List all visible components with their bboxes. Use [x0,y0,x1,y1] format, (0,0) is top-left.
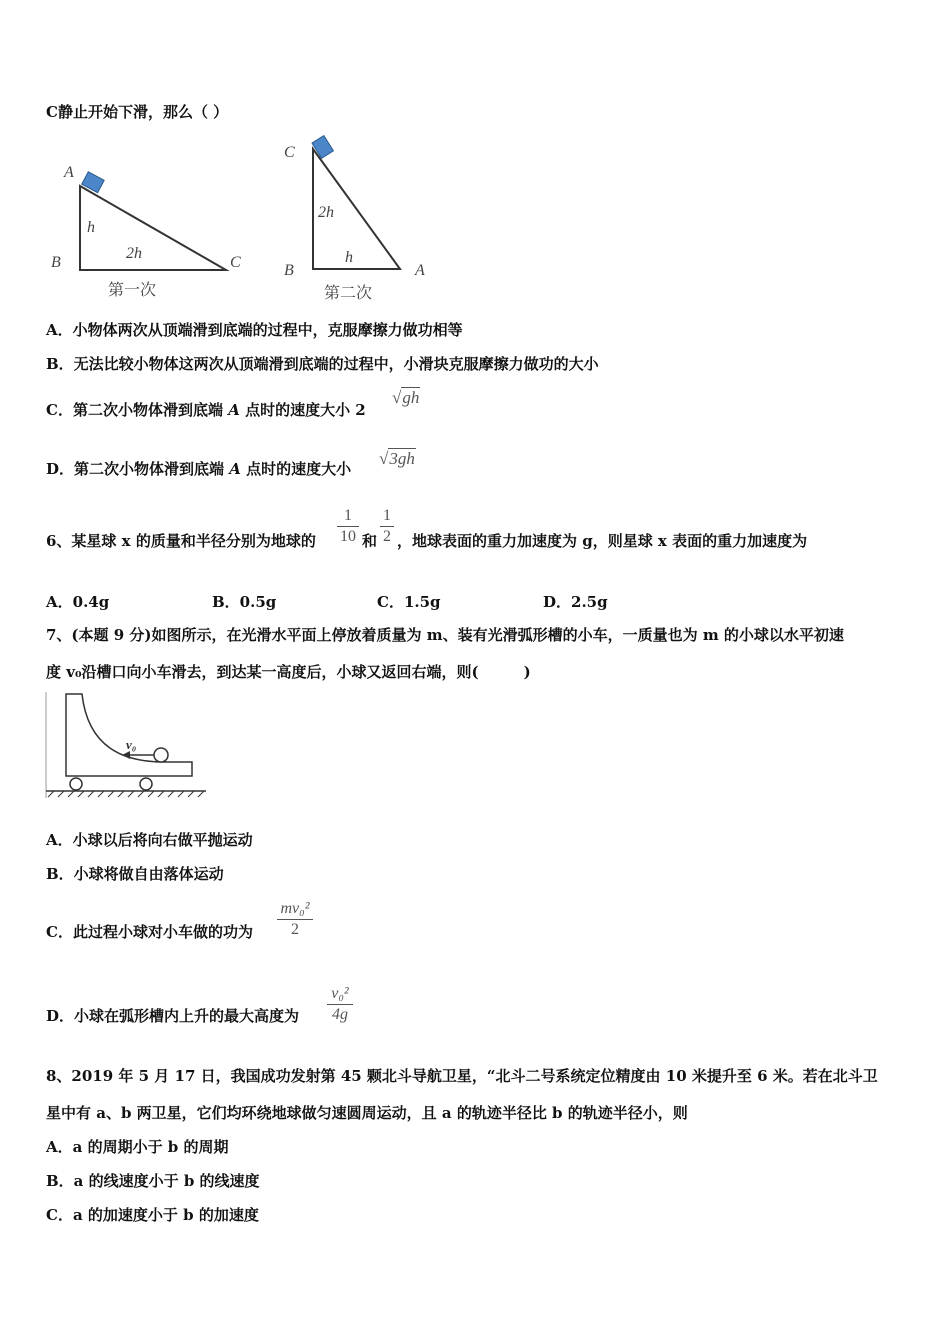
fig2-label-a: A [415,262,425,279]
q6-stem [46,531,316,551]
q5-option-c-var: A [228,401,240,419]
q7-option-d: D．小球在弧形槽内上升的最大高度为 [46,1007,300,1025]
q7-option-c-fraction [277,900,313,939]
q7-option-d-fraction [327,985,353,1024]
q8-option-b: B．a 的线速度小于 b 的线速度 [46,1172,260,1190]
fig2-caption: 第二次 [324,285,373,302]
q7-option-c-fraction-den: 2 [291,921,299,938]
q7-option-d-fraction-num: v₀² [331,985,349,1002]
fig1-label-b: B [51,254,61,271]
q6-stem-suffix: ，地球表面的重力加速度为 g，则星球 x 表面的重力加速度为 [397,532,808,550]
q5-option-c [46,400,366,420]
q5-option-d [46,459,351,479]
q8-stem-line2: 星中有 a、b 两卫星，它们均环绕地球做匀速圆周运动，且 a 的轨迹半径比 b 的轨迹半径小，则 [46,1104,688,1122]
q6-fraction-2-num: 1 [383,507,391,524]
q5-option-c-radicand: gh [402,388,420,407]
fig1-label-a: A [64,164,74,181]
q5-option-b: B．无法比较小物体这两次从顶端滑到底端的过程中，小滑块克服摩擦力做功的大小 [46,355,599,373]
q6-fraction-2 [380,507,394,546]
q7-stem-line2: 度 v₀沿槽口向小车滑去，到达某一高度后，小球又返回右端，则( ) [46,663,531,681]
q5-option-d-var: A [229,460,241,478]
q6-option-d: D．2.5g [543,593,608,611]
q8-stem-line1: 8、2019 年 5 月 17 日，我国成功发射第 45 颗北斗导航卫星，“北斗二号系统定位精度由 10 米提升至 6 米。若在北斗卫 [46,1067,878,1085]
cart-figure [44,690,209,800]
fig1-label-2h: 2h [126,245,142,262]
fig1-label-c: C [230,254,241,271]
q6-fraction-1 [337,507,359,546]
incline-figure-second [280,135,440,305]
q7-option-d-fraction-den: 4g [332,1006,348,1023]
q6-stem-prefix: 6、某星球 x 的质量和半径分别为地球的 [46,532,316,550]
q6-option-a: A．0.4g [46,593,110,611]
q5-option-d-mid: 点时的速度大小 [246,460,352,478]
q6-option-c: C．1.5g [377,593,441,611]
q5-option-c-prefix: C．第二次小物体滑到底端 [46,401,223,419]
q8-option-a: A．a 的周期小于 b 的周期 [46,1138,229,1156]
q6-fraction-1-num: 1 [344,507,352,524]
q5-option-c-sqrt: √gh [392,388,420,407]
q5-intro: C静止开始下滑，那么（ ） [46,103,229,121]
q7-stem-line1: 7、(本题 9 分)如图所示，在光滑水平面上停放着质量为 m、装有光滑弧形槽的小车，一质量也为 m 的小球以水平初速 [46,626,844,644]
fig1-label-h: h [87,219,95,236]
q5-option-a: A．小物体两次从顶端滑到底端的过程中，克服摩擦力做功相等 [46,321,463,339]
q5-option-d-sqrt: √3gh [379,449,415,468]
cart-velocity-label: v₀ [126,737,137,752]
incline-figure-first [46,150,256,305]
q5-option-c-mid: 点时的速度大小 2 [245,401,366,419]
q6-and-word: 和 [362,532,378,550]
q5-option-d-radicand: 3gh [389,449,415,468]
fig2-label-h: h [345,249,353,266]
q5-option-d-prefix: D．第二次小物体滑到底端 [46,460,225,478]
q7-option-c: C．此过程小球对小车做的功为 [46,923,253,941]
q7-option-b: B．小球将做自由落体运动 [46,865,224,883]
q6-option-b: B．0.5g [212,593,277,611]
q7-option-a: A．小球以后将向右做平抛运动 [46,831,253,849]
fig2-label-c: C [284,144,295,161]
q8-option-c: C．a 的加速度小于 b 的加速度 [46,1206,259,1224]
fig2-label-b: B [284,262,294,279]
q6-fraction-1-den: 10 [340,528,356,545]
q7-option-c-fraction-num: mv₀² [280,900,310,917]
fig1-caption: 第一次 [108,282,157,299]
q6-fraction-2-den: 2 [383,528,391,545]
fig2-label-2h: 2h [318,204,334,221]
